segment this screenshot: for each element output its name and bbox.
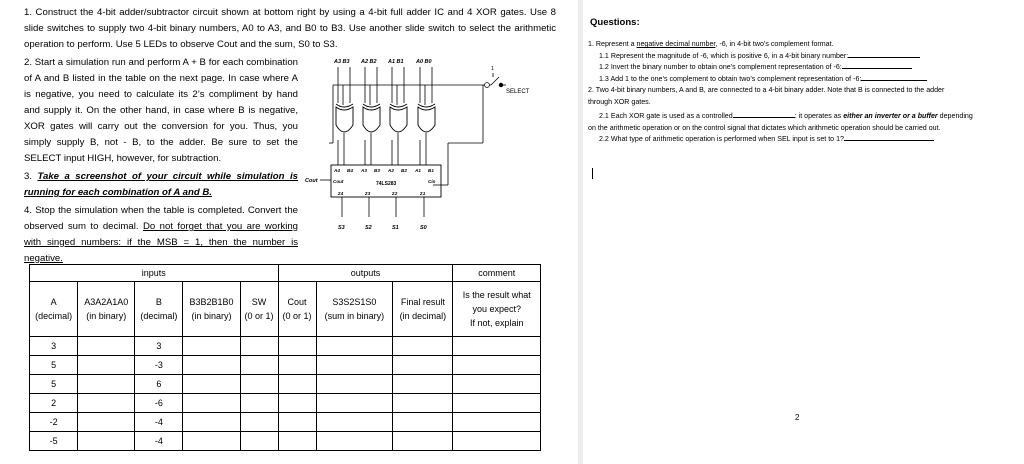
empty-answer-cell[interactable] (453, 356, 541, 375)
instruction-4: 4. Stop the simulation when the table is completed. Convert the observed sum to decimal. Do not forget that you are working with singed numbers: if the MSB = 1, then the number is negative. (24, 205, 298, 264)
ic-pin-b3: B3 (374, 168, 380, 173)
empty-answer-cell[interactable] (240, 394, 278, 413)
cell-a-decimal: -2 (30, 413, 78, 432)
cell-a-decimal: 3 (30, 337, 78, 356)
questions-title: Questions: (590, 17, 640, 28)
cell-b-decimal: -4 (135, 413, 183, 432)
empty-answer-cell[interactable] (316, 394, 393, 413)
question-1-2: 1.2 Invert the binary number to obtain one’s complement representation of -6: (588, 62, 1018, 74)
empty-answer-cell[interactable] (78, 394, 135, 413)
empty-answer-cell[interactable] (393, 375, 453, 394)
switch-value: 1 (491, 66, 495, 72)
ic-pin-a1: A1 (415, 168, 421, 173)
cell-a-decimal: 2 (30, 394, 78, 413)
cell-b-decimal: -4 (135, 432, 183, 451)
page-number: 2 (795, 413, 800, 422)
question-2-1: 2.1 Each XOR gate is used as a controlled : it operates as either an inverter or a buffer depending (599, 112, 973, 120)
empty-answer-cell[interactable] (316, 356, 393, 375)
answer-blank-1-3[interactable] (861, 74, 927, 81)
group-header-comment: comment (453, 265, 541, 282)
instruction-1: 1. Construct the 4-bit adder/subtractor circuit shown at bottom right by using a 4-bit full adder IC and 4 XOR gates. Use 8 slide switches to supply two 4-bit binary numbers, A0 to A3, and B0 to B3. Use another slide switch to select the arithmetic operation to perform. Use 5 LEDs to observe Cout and the sum, S0 to S3. (24, 7, 556, 50)
answer-blank-1-1[interactable] (848, 51, 920, 58)
ic-pin-b2: B2 (401, 168, 407, 173)
empty-answer-cell[interactable] (240, 356, 278, 375)
cell-b-decimal: 6 (135, 375, 183, 394)
empty-answer-cell[interactable] (183, 413, 240, 432)
group-header-inputs: inputs (30, 265, 279, 282)
text-cursor (592, 168, 593, 179)
table-row (30, 394, 541, 413)
empty-answer-cell[interactable] (393, 413, 453, 432)
ic-cout-pin: Cout (333, 179, 344, 184)
empty-answer-cell[interactable] (78, 337, 135, 356)
instruction-3: 3. Take a screenshot of your circuit while simulation is running for each combination of A and B. (24, 171, 298, 198)
label-a3b3: A3 B3 (334, 59, 350, 65)
empty-answer-cell[interactable] (183, 337, 240, 356)
cout-output-label: Cout (305, 178, 318, 184)
cell-a-decimal: 5 (30, 375, 78, 394)
empty-answer-cell[interactable] (393, 432, 453, 451)
adder-subtractor-circuit-diagram (303, 55, 563, 240)
empty-answer-cell[interactable] (183, 375, 240, 394)
results-table (29, 264, 541, 451)
column-header-1: A3A2A1A0 (in binary) (78, 282, 135, 337)
ic-pin-b1: B1 (428, 168, 434, 173)
table-row (30, 432, 541, 451)
ic-sum4-pin: Σ4 (338, 191, 344, 196)
empty-answer-cell[interactable] (240, 375, 278, 394)
instruction-2: 2. Start a simulation run and perform A + B for each combination of A and B listed in the table on the next page. In case where A is negative, you need to calculate its 2’s compliment by hand and supply it. On the other hand, in case where B is negative, XOR gates will carry out the conversion for you. Thus, you simply supply B, not - B, to the adder. Be sure to set the SELECT input HIGH, however, for subtraction. (24, 57, 298, 164)
empty-answer-cell[interactable] (453, 432, 541, 451)
empty-answer-cell[interactable] (278, 413, 316, 432)
question-2-continued: through XOR gates. (588, 97, 651, 106)
question-2-1-continued: on the arithmetic operation or on the control signal that dictates which arithmetic operation should be carried out. (588, 123, 941, 132)
empty-answer-cell[interactable] (278, 375, 316, 394)
empty-answer-cell[interactable] (453, 413, 541, 432)
cell-b-decimal: -3 (135, 356, 183, 375)
label-a2b2: A2 B2 (361, 59, 377, 65)
empty-answer-cell[interactable] (78, 356, 135, 375)
empty-answer-cell[interactable] (453, 375, 541, 394)
sum-output-s2: S2 (365, 225, 372, 231)
ic-pin-a3: A3 (361, 168, 367, 173)
question-1: 1. Represent a negative decimal number, -6, in 4-bit two’s complement format. (588, 40, 834, 48)
cell-a-decimal: -5 (30, 432, 78, 451)
empty-answer-cell[interactable] (278, 337, 316, 356)
empty-answer-cell[interactable] (453, 394, 541, 413)
empty-answer-cell[interactable] (183, 394, 240, 413)
cell-a-decimal: 5 (30, 356, 78, 375)
sum-output-s1: S1 (392, 225, 399, 231)
empty-answer-cell[interactable] (78, 413, 135, 432)
ic-part-number: 74LS283 (376, 181, 397, 187)
cell-b-decimal: -6 (135, 394, 183, 413)
ic-sum3-pin: Σ3 (365, 191, 371, 196)
question-2: 2. Two 4-bit binary numbers, A and B, are connected to a 4-bit binary adder. Note that B is connected to the adder (588, 86, 945, 94)
empty-answer-cell[interactable] (316, 337, 393, 356)
empty-answer-cell[interactable] (316, 432, 393, 451)
empty-answer-cell[interactable] (183, 432, 240, 451)
table-row (30, 413, 541, 432)
question-1-3: 1.3 Add 1 to the one’s complement to obtain two’s complement representation of -6: (588, 74, 1018, 86)
question-1-1: 1.1 Represent the magnitude of -6, which is positive 6, in a 4-bit binary number: (588, 51, 1018, 63)
table-row (30, 375, 541, 394)
question-2-2: 2.2 What type of arithmetic operation is performed when SEL input is set to 1? (588, 134, 1018, 146)
column-header-row (30, 282, 541, 337)
ic-sum2-pin: Σ2 (392, 191, 398, 196)
instruction-4-warning: Do not forget that you are working with singed numbers: if the MSB = 1, then the number is negative. (24, 221, 298, 264)
empty-answer-cell[interactable] (240, 432, 278, 451)
empty-answer-cell[interactable] (278, 394, 316, 413)
empty-answer-cell[interactable] (78, 375, 135, 394)
empty-answer-cell[interactable] (393, 394, 453, 413)
ic-pin-a4: A4 (334, 168, 340, 173)
table-row (30, 337, 541, 356)
empty-answer-cell[interactable] (393, 337, 453, 356)
label-a1b1: A1 B1 (388, 59, 404, 65)
empty-answer-cell[interactable] (278, 432, 316, 451)
sum-output-s3: S3 (338, 225, 345, 231)
column-header-6: S3S2S1S0 (sum in binary) (316, 282, 393, 337)
ic-pin-b4: B4 (347, 168, 353, 173)
column-header-7: Final result (in decimal) (393, 282, 453, 337)
empty-answer-cell[interactable] (183, 356, 240, 375)
answer-blank-2-1[interactable] (733, 111, 795, 118)
ic-pin-a2: A2 (388, 168, 394, 173)
column-header-3: B3B2B1B0 (in binary) (183, 282, 240, 337)
empty-answer-cell[interactable] (316, 413, 393, 432)
table-row (30, 356, 541, 375)
group-header-outputs: outputs (278, 265, 453, 282)
column-header-5: Cout (0 or 1) (278, 282, 316, 337)
empty-answer-cell[interactable] (78, 432, 135, 451)
empty-answer-cell[interactable] (240, 413, 278, 432)
instruction-3-emphasis: Take a screenshot of your circuit while simulation is running for each combination of A and B. (24, 171, 298, 198)
select-label: SELECT (506, 89, 530, 95)
column-header-8: Is the result what you expect? If not, explain (453, 282, 541, 337)
column-header-4: SW (0 or 1) (240, 282, 278, 337)
empty-answer-cell[interactable] (240, 337, 278, 356)
answer-blank-2-2[interactable] (844, 134, 934, 141)
questions-page-right (583, 0, 1024, 464)
empty-answer-cell[interactable] (453, 337, 541, 356)
empty-answer-cell[interactable] (393, 356, 453, 375)
sum-output-s0: S0 (420, 225, 427, 231)
empty-answer-cell[interactable] (316, 375, 393, 394)
ic-cin-pin: Cin (428, 179, 436, 184)
column-header-0: A (decimal) (30, 282, 78, 337)
ic-sum1-pin: Σ1 (420, 191, 426, 196)
label-a0b0: A0 B0 (416, 59, 432, 65)
answer-blank-1-2[interactable] (842, 62, 912, 69)
column-header-2: B (decimal) (135, 282, 183, 337)
empty-answer-cell[interactable] (278, 356, 316, 375)
cell-b-decimal: 3 (135, 337, 183, 356)
